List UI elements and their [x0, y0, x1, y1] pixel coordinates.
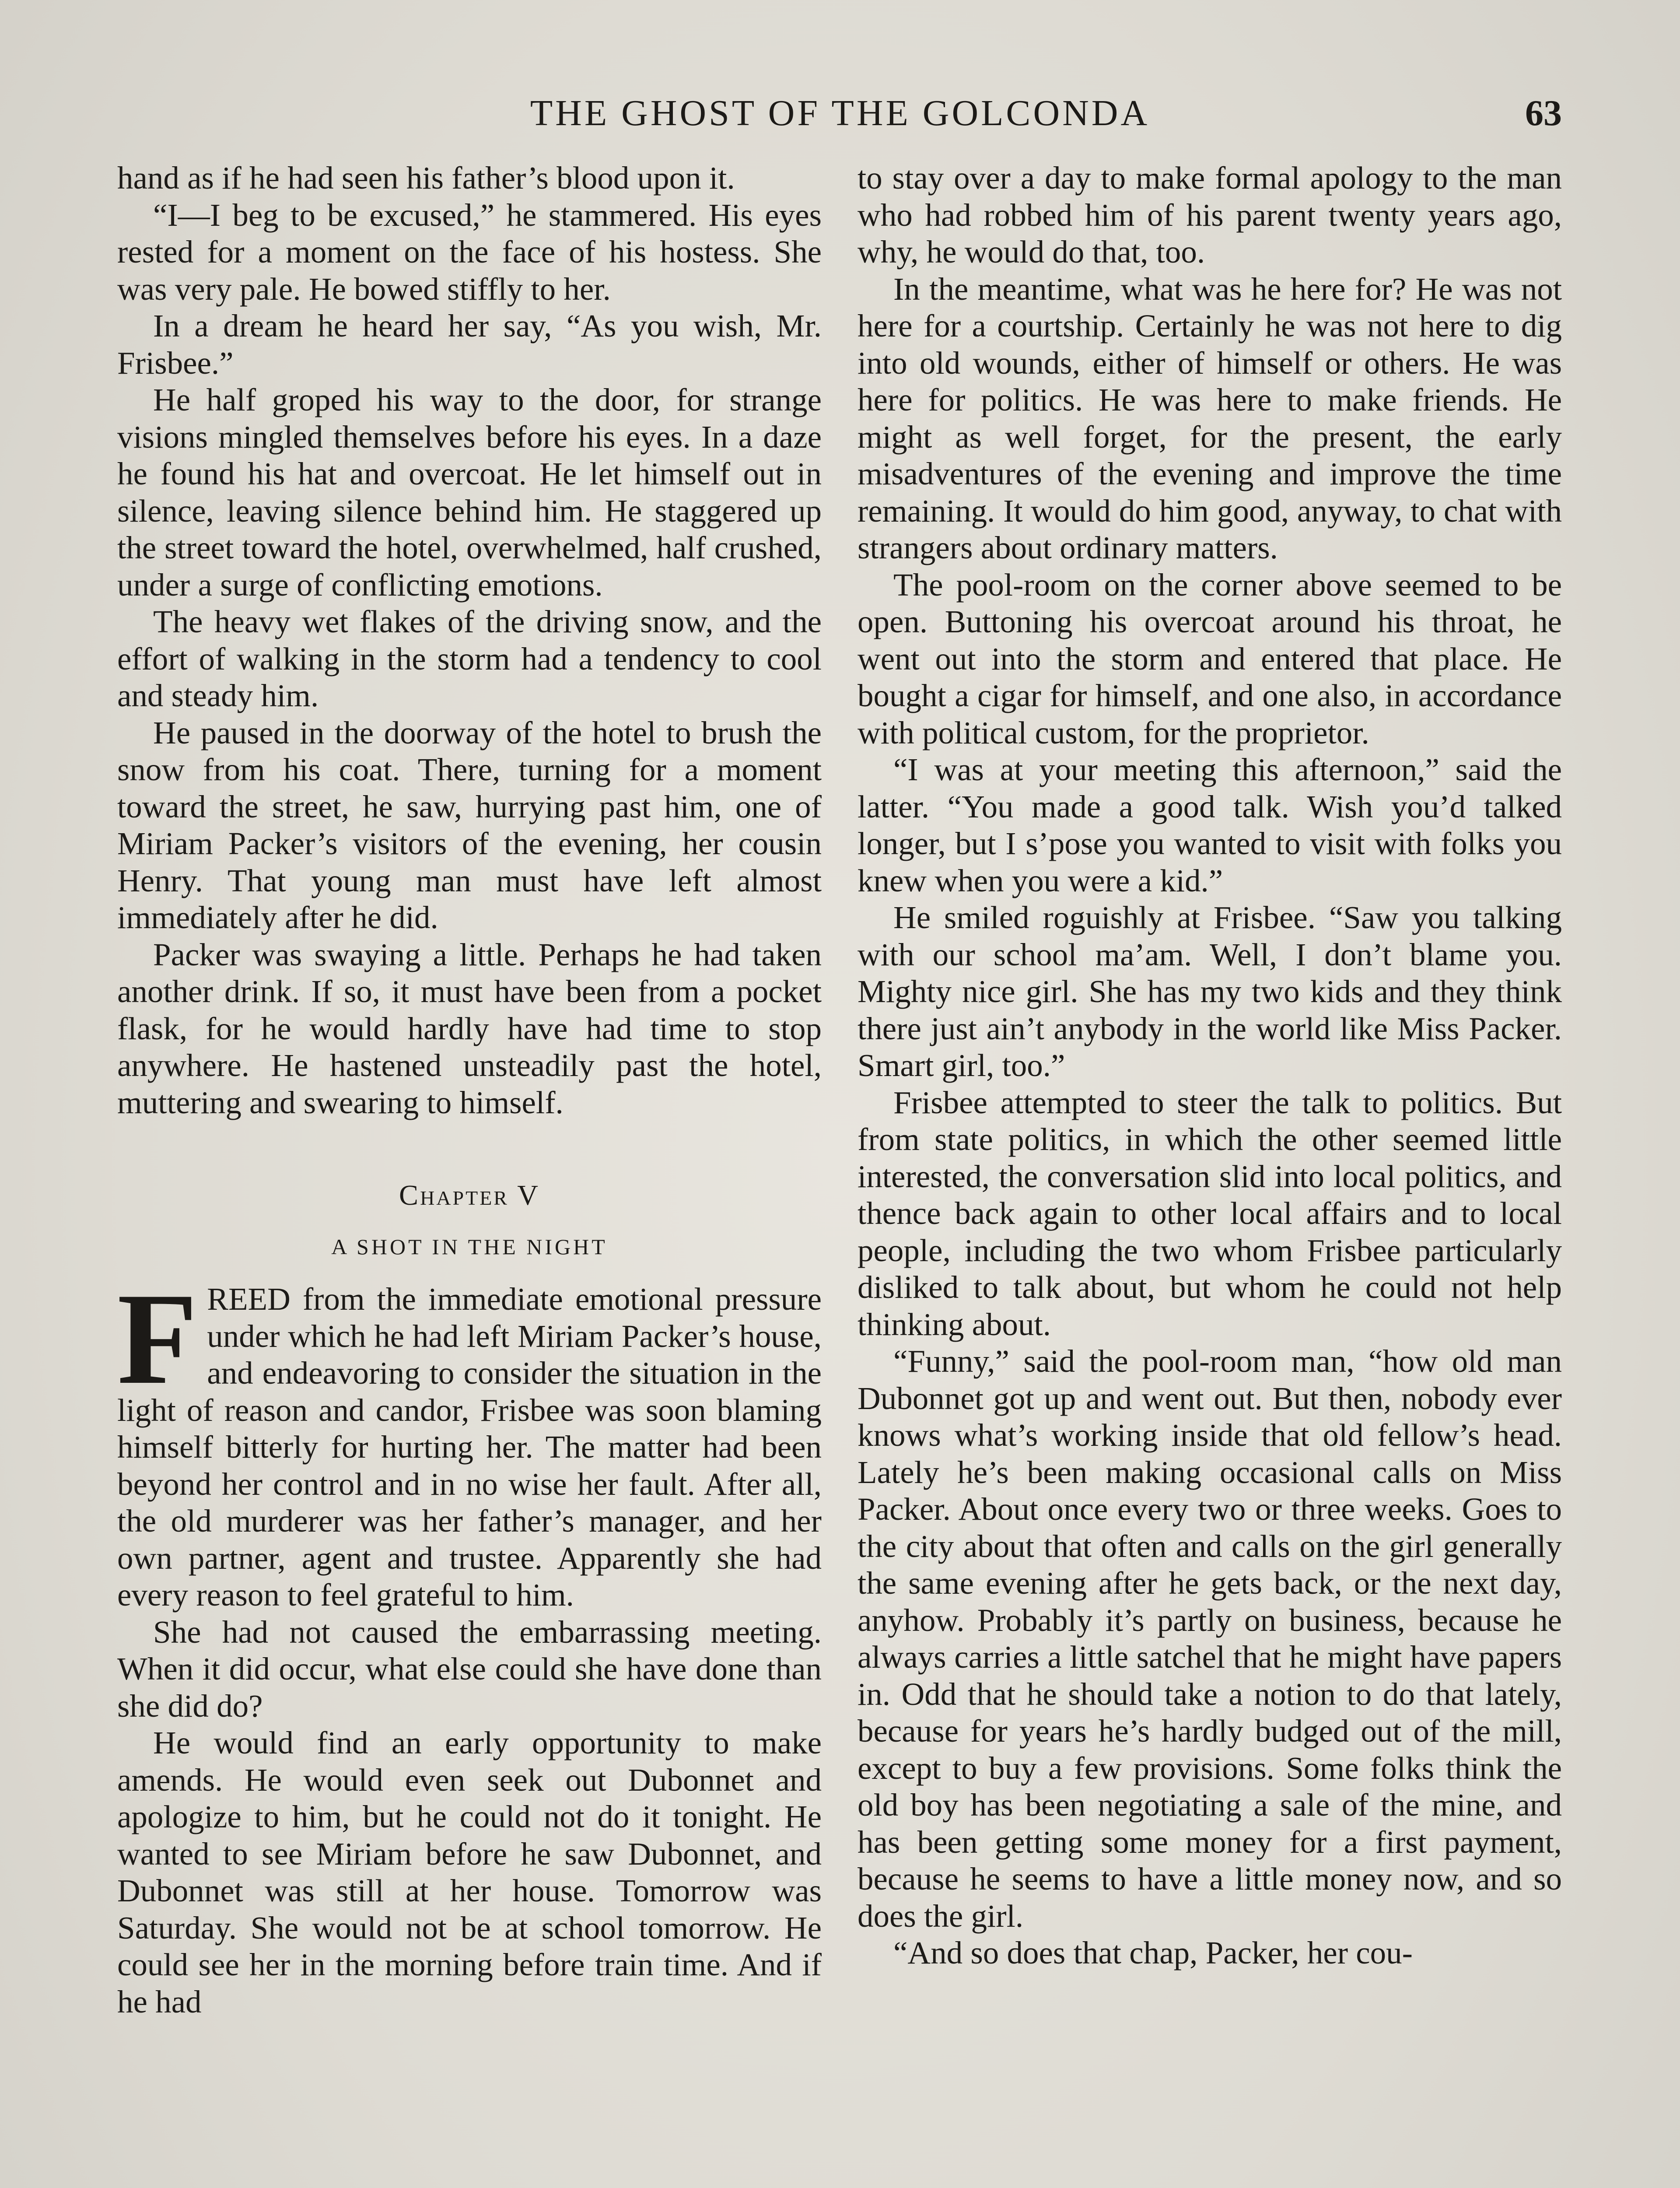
drop-cap: F: [117, 1266, 198, 1411]
paragraph: Frisbee attempted to steer the talk to politics. But from state politics, in which the other seemed little interested, the conversation slid into local politics, and thence back again to other local affairs and to local people, including the two whom Frisbee particularly disliked to talk about, but whom he could not help thinking about.: [858, 1084, 1562, 1342]
paragraph: He paused in the doorway of the hotel to brush the snow from his coat. There, turning for a moment toward the street, he saw, hurrying past him, one of Miriam Packer’s visitors of the evening, her cousin Henry. That young man must have left almost immediately after he did.: [117, 715, 822, 935]
right-column: [858, 160, 1562, 1972]
paragraph: He half groped his way to the door, for strange visions mingled themselves before his eyes. In a daze he found his hat and overcoat. He let himself out in silence, leaving silence behind him. He staggered up the street toward the hotel, overwhelmed, half crushed, under a surge of conflicting emotions.: [117, 382, 822, 603]
paragraph: “I—I beg to be excused,” he stammered. His eyes rested for a moment on the face of his hostess. She was very pale. He bowed stiffly to her.: [117, 197, 822, 307]
paragraph: “Funny,” said the pool-room man, “how old man Dubonnet got up and went out. But then, nobody ever knows what’s working inside that old fellow’s head. Lately he’s been making occasional calls on Miss Packer. About once every two or three weeks. Goes to the city about that often and calls on the girl generally the same evening after he gets back, or the next day, anyhow. Probably it’s partly on business, because he always carries a little satchel that he might have papers in. Odd that he should take a notion to do that lately, because for years he’s hardly budged out of the mill, except to buy a few provisions. Some folks think the old boy has been negotiating a sale of the mine, and has been getting some money for a first payment, because he seems to have a little money now, and so does the girl.: [858, 1343, 1562, 1934]
page-number: 63: [1525, 93, 1562, 133]
paragraph: to stay over a day to make formal apology to the man who had robbed him of his parent twenty years ago, why, he would do that, too.: [858, 160, 1562, 270]
paragraph: “I was at your meeting this afternoon,” said the latter. “You made a good talk. Wish you’d talked longer, but I s’pose you wanted to visit with folks you knew when you were a kid.”: [858, 752, 1562, 898]
chapter-heading: Chapter V: [399, 1179, 540, 1211]
paragraph: The heavy wet flakes of the driving snow, and the effort of walking in the storm had a tendency to cool and steady him.: [117, 604, 822, 713]
page-header: [118, 92, 1562, 149]
paragraph: The pool-room on the corner above seemed to be open. Buttoning his overcoat around his throat, he went out into the storm and entered that place. He bought a cigar for himself, and one also, in accordance with political custom, for the proprietor.: [858, 567, 1562, 750]
paragraph: Packer was swaying a little. Perhaps he had taken another drink. If so, it must have been from a pocket flask, for he would hardly have had time to stop anywhere. He hastened unsteadily past the hotel, muttering and swearing to himself.: [117, 936, 822, 1120]
paragraph: He smiled roguishly at Frisbee. “Saw you talking with our school ma’am. Well, I don’t blame you. Mighty nice girl. She has my two kids and they think there just ain’t anybody in the world like Miss Packer. Smart girl, too.”: [858, 900, 1562, 1083]
paragraph: “And so does that chap, Packer, her cou-: [893, 1935, 1413, 1971]
paragraph: In the meantime, what was he here for? He was not here for a courtship. Certainly he was not here to dig into old wounds, either of himself or others. He was here for politics. He was here to make friends. He might as well forget, for the present, the early misadventures of the evening and improve the time remaining. It would do him good, anyway, to chat with strangers about ordinary matters.: [858, 271, 1562, 565]
paragraph: hand as if he had seen his father’s blood upon it.: [117, 160, 735, 196]
paragraph: In a dream he heard her say, “As you wish, Mr. Frisbee.”: [117, 308, 822, 381]
running-title: THE GHOST OF THE GOLCONDA: [530, 93, 1150, 133]
paragraph: She had not caused the embarrassing meeting. When it did occur, what else could she have done than she did do?: [117, 1614, 822, 1724]
left-column: [117, 160, 822, 2020]
paragraph: He would find an early opportunity to make amends. He would even seek out Dubonnet and apologize to him, but he could not do it tonight. He wanted to see Miriam before he saw Dubonnet, and Dubonnet was still at her house. Tomorrow was Saturday. She would not be at school tomorrow. He could see her in the morning before train time. And if he had: [117, 1725, 822, 2020]
chapter-subtitle: A SHOT IN THE NIGHT: [331, 1234, 608, 1259]
opening-paragraph: REED from the immediate emotional pressure under which he had left Miriam Packer’s house, and endeavoring to consider the situation in the light of reason and candor, Frisbee was soon blaming himself bitterly for hurting her. The matter had been beyond her control and in no wise her fault. After all, the old murderer was her father’s manager, and her own partner, agent and trustee. Apparently she had every reason to feel grateful to him.: [117, 1281, 822, 1613]
chapter-opening: [117, 1266, 822, 1614]
